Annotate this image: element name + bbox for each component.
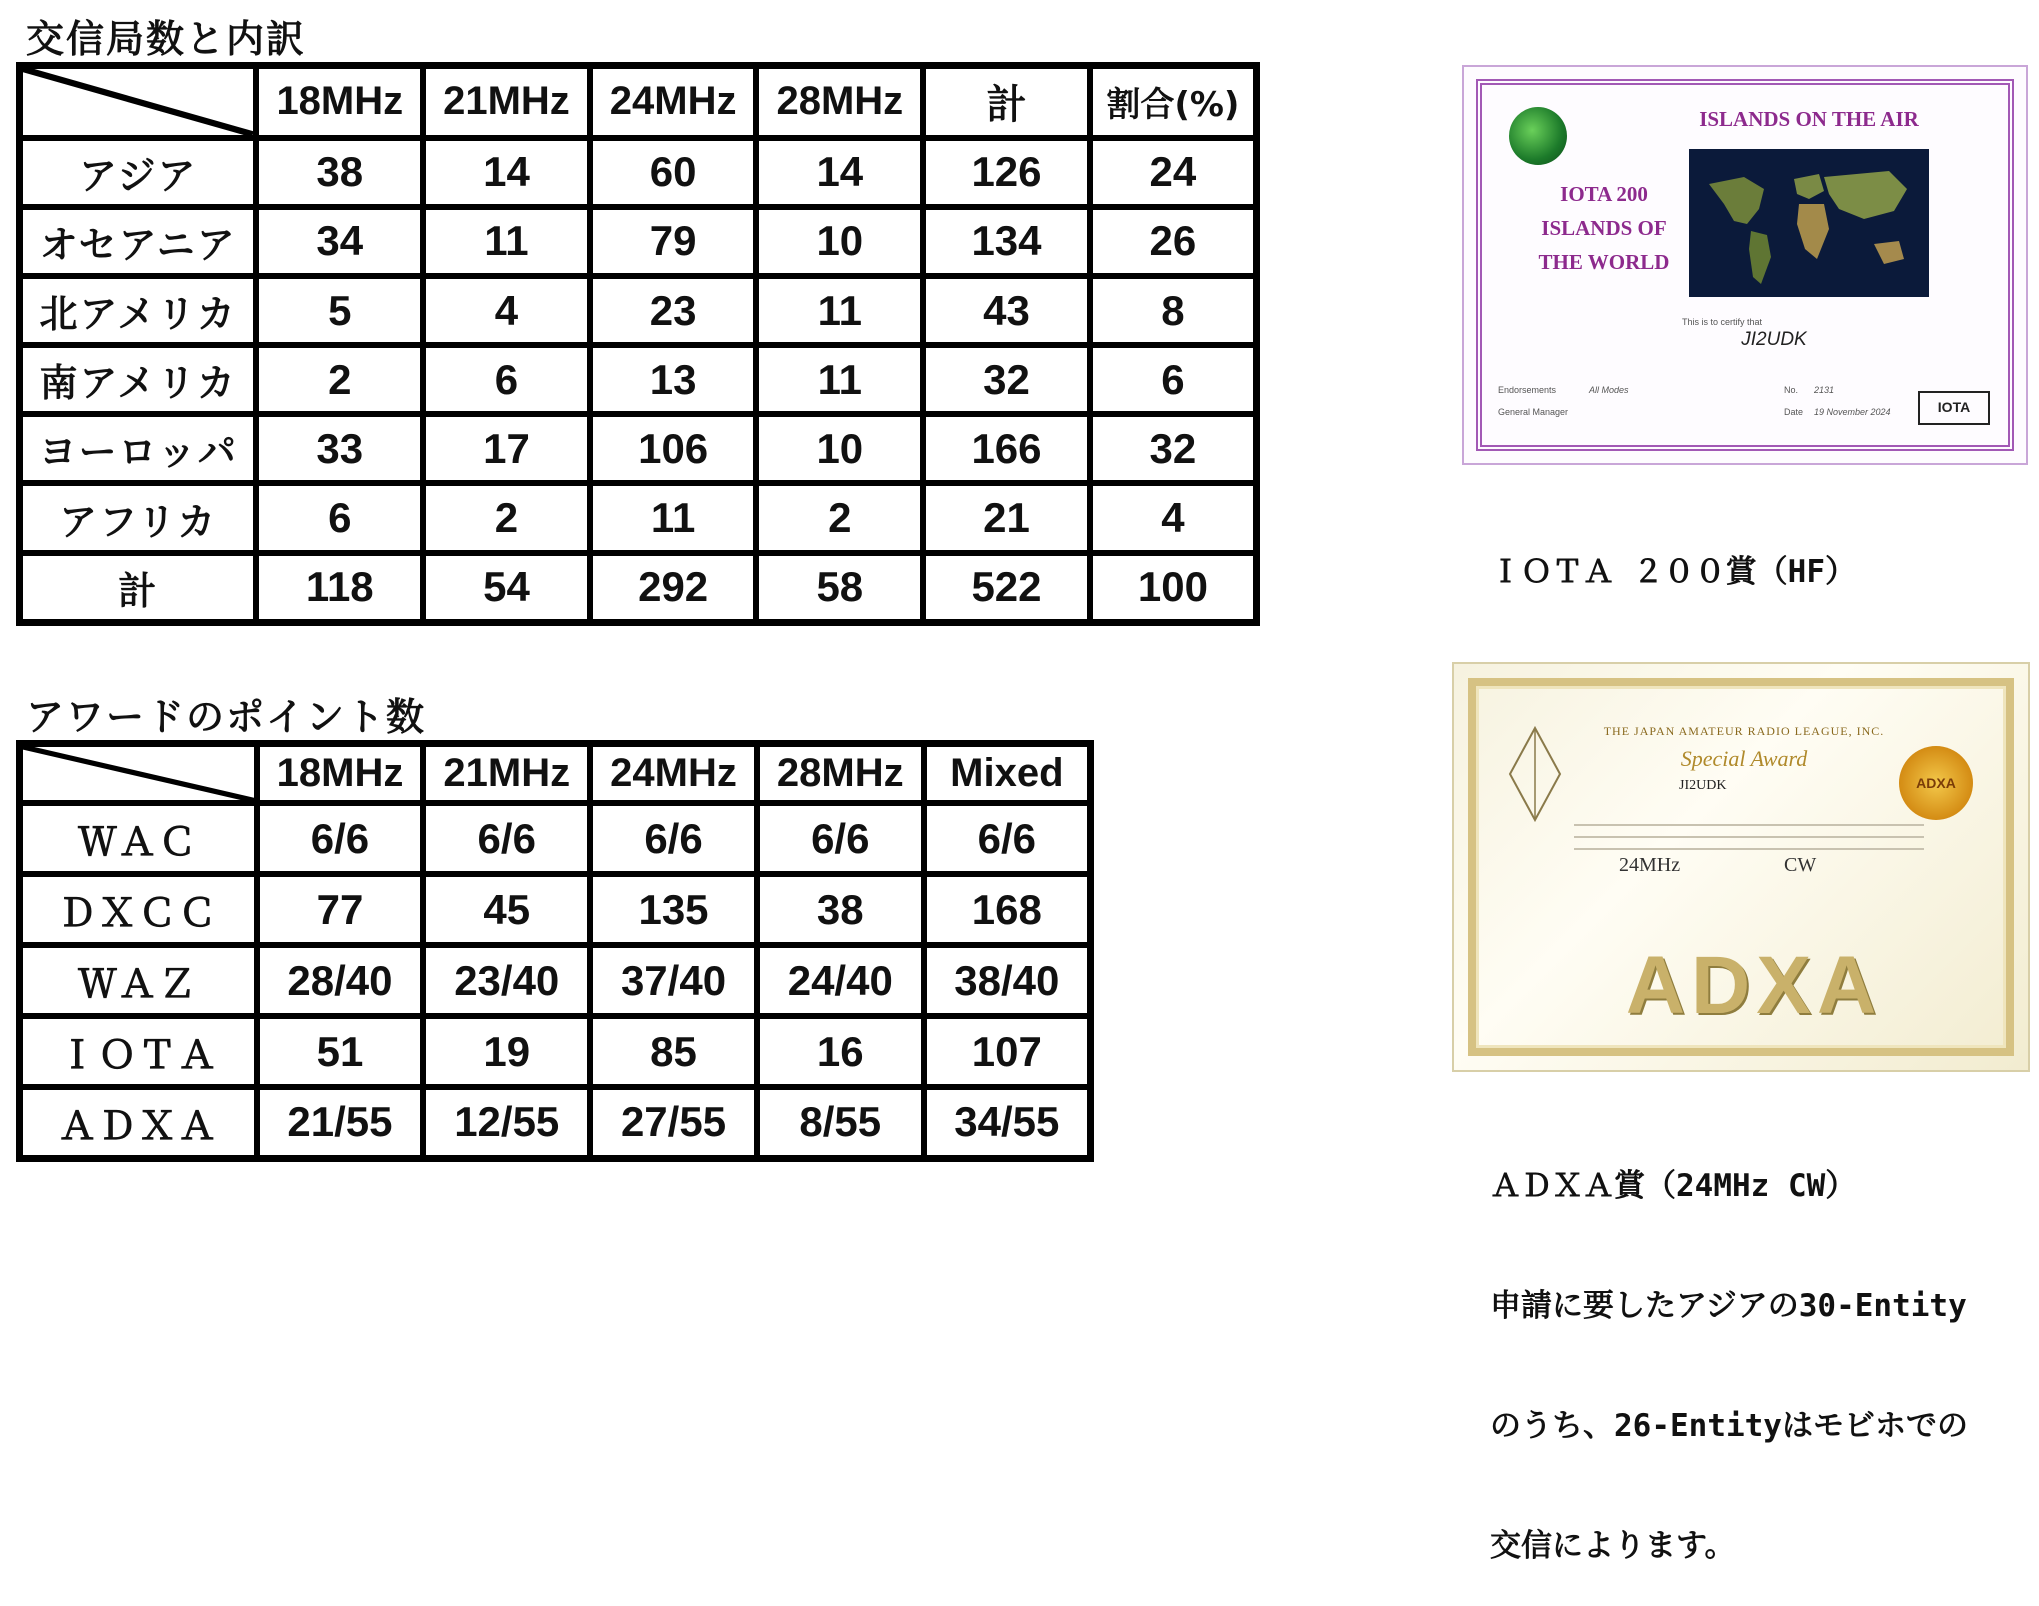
col-header: 計 [923, 66, 1090, 138]
table-row [20, 874, 1091, 945]
table-row [20, 345, 1257, 414]
table-cell: 85 [590, 1016, 757, 1087]
table-row [20, 1087, 1091, 1159]
table-cell: 23/40 [423, 945, 590, 1016]
table-cell: 16 [757, 1016, 924, 1087]
adxa-caption [1490, 1086, 1968, 1606]
table-cell: 126 [923, 138, 1090, 207]
adxa-callsign: JI2UDK [1679, 778, 1727, 793]
table-cell: 24 [1090, 138, 1257, 207]
table-cell: 6/6 [423, 803, 590, 874]
row-header: アジア [20, 138, 257, 207]
row-header: ＤＸＣＣ [20, 874, 257, 945]
endorsement-value: All Modes [1589, 385, 1629, 395]
table-cell: 43 [923, 276, 1090, 345]
table-cell: 17 [423, 414, 590, 483]
table-cell: 6 [423, 345, 590, 414]
number-label: No. [1784, 385, 1799, 395]
table-cell: 8/55 [757, 1087, 924, 1159]
table-cell: 77 [257, 874, 424, 945]
table-cell: 45 [423, 874, 590, 945]
table1-title: 交信局数と内訳 [26, 17, 307, 61]
table-cell: 4 [423, 276, 590, 345]
table-cell: 14 [423, 138, 590, 207]
table-row [20, 414, 1257, 483]
col-header: 24MHz [590, 744, 757, 804]
league-name: THE JAPAN AMATEUR RADIO LEAGUE, INC. [1603, 724, 1885, 738]
table-cell: 6/6 [590, 803, 757, 874]
contacts-table [16, 62, 1260, 626]
table-cell: 118 [256, 553, 423, 623]
table-cell: 32 [923, 345, 1090, 414]
table-row [20, 1016, 1091, 1087]
row-header: ＡＤＸＡ [20, 1087, 257, 1159]
table-cell: 106 [590, 414, 757, 483]
table-cell: 134 [923, 207, 1090, 276]
table-cell: 28/40 [257, 945, 424, 1016]
adxa-certificate-image [1452, 662, 2030, 1072]
table-cell: 4 [1090, 483, 1257, 552]
iota-logo-icon: IOTA [1918, 391, 1990, 425]
date-label: Date [1784, 407, 1804, 417]
row-header: ヨーロッパ [20, 414, 257, 483]
manager-label: General Manager [1498, 407, 1569, 417]
col-header: Mixed [924, 744, 1091, 804]
table-row [20, 483, 1257, 552]
award-line: ISLANDS OF [1541, 216, 1667, 240]
table-cell: 6/6 [757, 803, 924, 874]
table-cell: 11 [423, 207, 590, 276]
row-header: ＷＡＺ [20, 945, 257, 1016]
iota-award-title [1504, 177, 1704, 279]
table-row [20, 803, 1091, 874]
row-header: 北アメリカ [20, 276, 257, 345]
table-cell: 37/40 [590, 945, 757, 1016]
table-cell: 34/55 [924, 1087, 1091, 1159]
caption-line: ＩＯＴＡ ２００賞（HF） [1490, 554, 1856, 590]
table-cell: 38 [256, 138, 423, 207]
col-header: 21MHz [423, 66, 590, 138]
table-cell: 168 [924, 874, 1091, 945]
date-value: 19 November 2024 [1814, 407, 1891, 417]
table-cell: 6/6 [924, 803, 1091, 874]
table-cell: 8 [1090, 276, 1257, 345]
caption-line: 交信によります。 [1490, 1528, 1736, 1564]
corner-cell [20, 744, 257, 804]
table-cell: 32 [1090, 414, 1257, 483]
table-cell: 107 [924, 1016, 1091, 1087]
award-line: IOTA 200 [1560, 182, 1648, 206]
table2-title: アワードのポイント数 [26, 695, 427, 739]
col-header: 24MHz [590, 66, 757, 138]
caption-line: のうち、26-Entityはモビホでの [1490, 1408, 1968, 1444]
table-cell: 38 [757, 874, 924, 945]
jarl-emblem-icon [1506, 724, 1564, 824]
col-header: 28MHz [756, 66, 923, 138]
row-header: アフリカ [20, 483, 257, 552]
table-cell: 38/40 [924, 945, 1091, 1016]
table-cell: 11 [756, 345, 923, 414]
table-row [20, 207, 1257, 276]
table-cell: 60 [590, 138, 757, 207]
table-cell: 58 [756, 553, 923, 623]
table-cell: 11 [590, 483, 757, 552]
table-cell: 13 [590, 345, 757, 414]
table-cell: 33 [256, 414, 423, 483]
table-cell: 34 [256, 207, 423, 276]
row-header: ＩＯＴＡ [20, 1016, 257, 1087]
table-cell: 21/55 [257, 1087, 424, 1159]
col-header: 18MHz [257, 744, 424, 804]
adxa-band: 24MHz [1619, 854, 1681, 876]
iota-heading: ISLANDS ON THE AIR [1699, 107, 1919, 131]
table-cell: 24/40 [757, 945, 924, 1016]
table-cell: 6 [256, 483, 423, 552]
col-header: 28MHz [757, 744, 924, 804]
award-points-table [16, 740, 1094, 1162]
iota-certificate-image [1462, 65, 2028, 465]
table-cell: 51 [257, 1016, 424, 1087]
adxa-big-text: ADXA [1625, 940, 1883, 1031]
table-cell: 5 [256, 276, 423, 345]
table-cell: 54 [423, 553, 590, 623]
adxa-mode: CW [1784, 854, 1817, 876]
award-name: Special Award [1680, 746, 1808, 771]
table-row-total [20, 553, 1257, 623]
world-map-icon [1689, 149, 1929, 297]
award-line: THE WORLD [1538, 250, 1670, 274]
row-header: オセアニア [20, 207, 257, 276]
table-cell: 26 [1090, 207, 1257, 276]
table-cell: 2 [256, 345, 423, 414]
row-header: 計 [20, 553, 257, 623]
table-cell: 2 [423, 483, 590, 552]
table-cell: 14 [756, 138, 923, 207]
globe-palm-logo-icon [1509, 107, 1567, 165]
iota-callsign: JI2UDK [1741, 329, 1807, 350]
certify-text: This is to certify that [1682, 317, 1763, 327]
col-header: 21MHz [423, 744, 590, 804]
table-cell: 79 [590, 207, 757, 276]
table-cell: 27/55 [590, 1087, 757, 1159]
table-cell: 19 [423, 1016, 590, 1087]
caption-line: 申請に要したアジアの30-Entity [1490, 1288, 1967, 1324]
table-cell: 100 [1090, 553, 1257, 623]
table-cell: 6 [1090, 345, 1257, 414]
table-cell: 12/55 [423, 1087, 590, 1159]
table-cell: 11 [756, 276, 923, 345]
table-cell: 2 [756, 483, 923, 552]
row-header: 南アメリカ [20, 345, 257, 414]
table-row [20, 138, 1257, 207]
table-row [20, 945, 1091, 1016]
gold-seal-icon: ADXA [1899, 746, 1973, 820]
table-cell: 135 [590, 874, 757, 945]
table-cell: 21 [923, 483, 1090, 552]
table-cell: 522 [923, 553, 1090, 623]
table-cell: 6/6 [257, 803, 424, 874]
table-cell: 292 [590, 553, 757, 623]
corner-cell [20, 66, 257, 138]
row-header: ＷＡＣ [20, 803, 257, 874]
col-header: 18MHz [256, 66, 423, 138]
table-row [20, 276, 1257, 345]
endorsement-label: Endorsements [1498, 385, 1557, 395]
table-cell: 10 [756, 207, 923, 276]
table-cell: 166 [923, 414, 1090, 483]
table-cell: 23 [590, 276, 757, 345]
caption-line: ＡＤＸＡ賞（24MHz CW） [1490, 1168, 1857, 1204]
table-cell: 10 [756, 414, 923, 483]
number-value: 2131 [1814, 385, 1835, 395]
col-header: 割合(%) [1090, 66, 1257, 138]
